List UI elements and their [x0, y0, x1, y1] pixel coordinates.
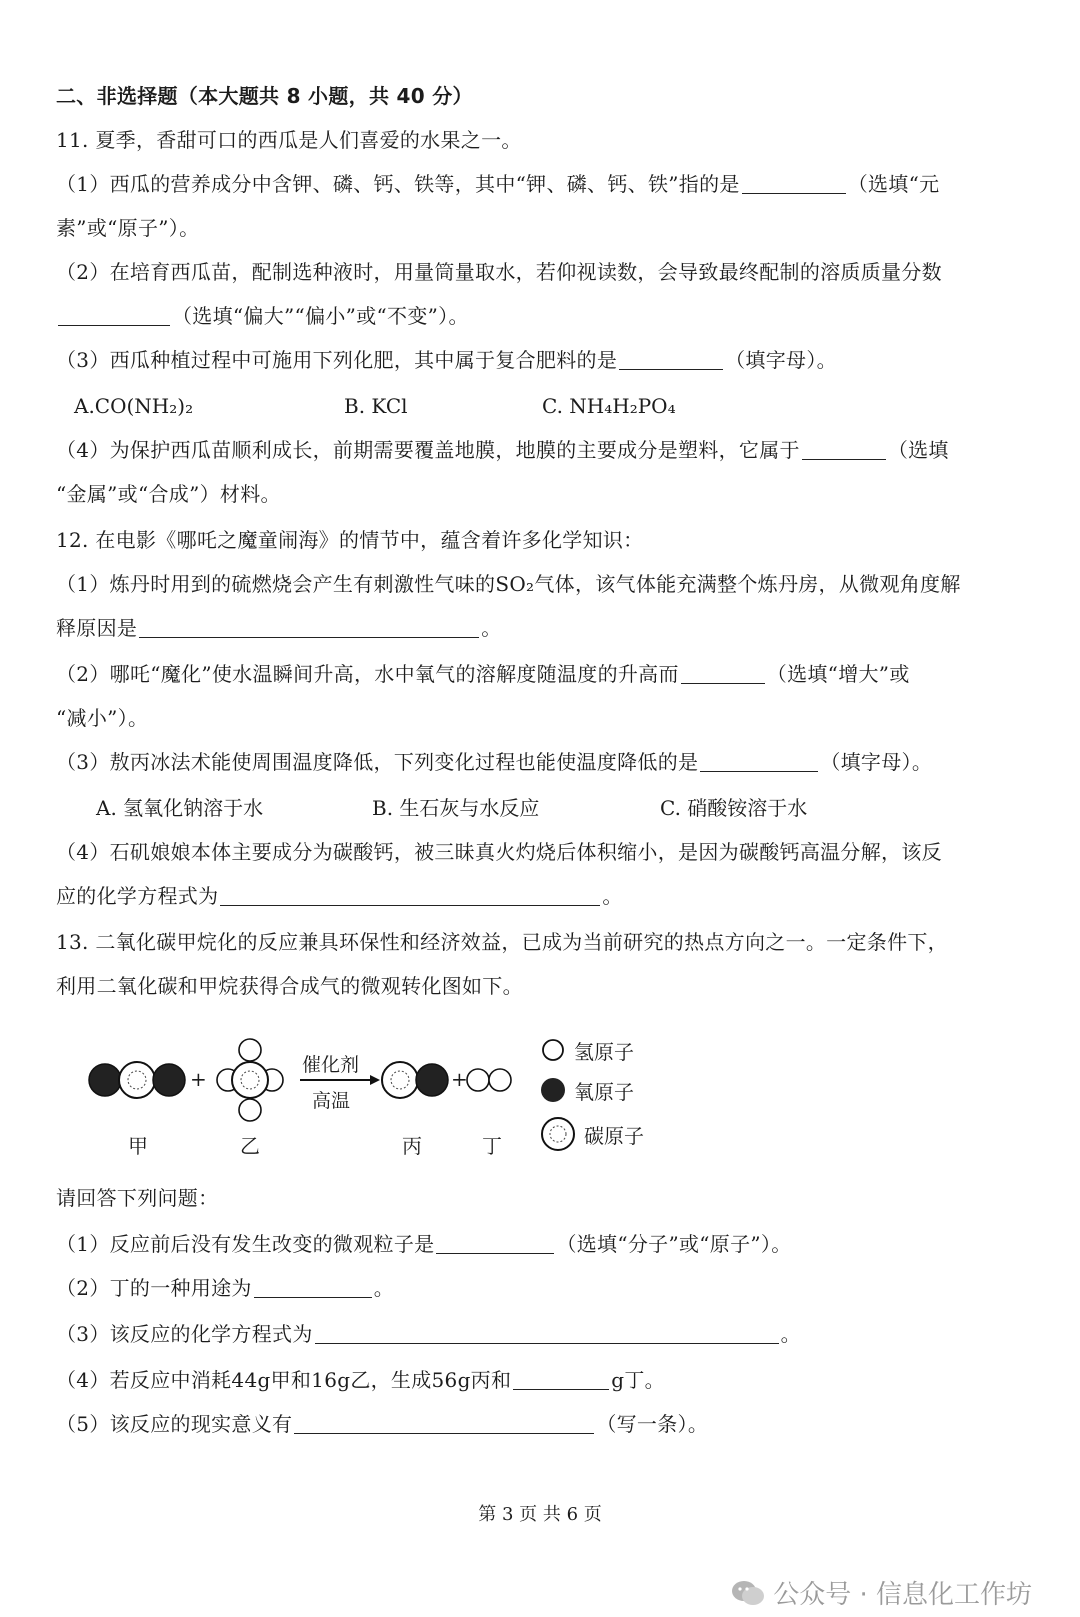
q12-part3-text: （3）敖丙冰法术能使周围温度降低，下列变化过程也能使温度降低的是 — [56, 750, 699, 774]
answer-blank[interactable] — [315, 1323, 779, 1344]
q13-stem: 13. 二氧化碳甲烷化的反应兼具环保性和经济效益，已成为当前研究的热点方向之一。一定条件下， — [56, 930, 948, 954]
q13-part2-end: 。 — [373, 1276, 395, 1300]
q12-part1: （1）炼丹时用到的硫燃烧会产生有刺激性气味的SO₂气体，该气体能充满整个炼丹房，从微观角度解 — [56, 572, 961, 596]
q12-part2-text: （2）哪吒“魔化”使水温瞬间升高，水中氧气的溶解度随温度的升高而 — [56, 662, 679, 686]
label-bing: 丙 — [402, 1134, 422, 1158]
hydrogen-atom-icon — [239, 1099, 261, 1121]
q11-part2: （2）在培育西瓜苗，配制选种液时，用量筒量取水，若仰视读数，会导致最终配制的溶质质量分数 — [56, 260, 942, 284]
q11-part4-cont: “金属”或“合成”）材料。 — [56, 482, 281, 506]
q11-part4-text: （4）为保护西瓜苗顺利成长，前期需要覆盖地膜，地膜的主要成分是塑料，它属于 — [56, 438, 800, 462]
q12-part2-cont: “减小”）。 — [56, 706, 149, 730]
legend-oxygen — [540, 1075, 634, 1105]
legend-carbon — [540, 1119, 644, 1149]
answer-blank[interactable] — [700, 751, 818, 772]
q12-part4: （4）石矶娘娘本体主要成分为碳酸钙，被三昧真火灼烧后体积缩小，是因为碳酸钙高温分解，该反 — [56, 840, 942, 864]
q12-option-b: B. 生石灰与水反应 — [372, 796, 540, 820]
q11-part2-cont — [56, 302, 469, 330]
q11-option-a: A.CO(NH₂)₂ — [74, 394, 194, 418]
q11-part3 — [56, 346, 837, 374]
q13-ask: 请回答下列问题： — [56, 1186, 219, 1210]
carbon-atom-icon — [540, 1116, 576, 1152]
q13-part4-end: g丁。 — [611, 1368, 665, 1392]
carbon-atom-icon — [119, 1062, 155, 1098]
carbon-atom-icon — [232, 1062, 268, 1098]
answer-blank[interactable] — [436, 1233, 554, 1254]
reaction-diagram-svg — [80, 1030, 540, 1140]
q11-part3-text: （3）西瓜种植过程中可施用下列化肥，其中属于复合肥料的是 — [56, 348, 618, 372]
label-ding: 丁 — [482, 1134, 502, 1158]
answer-blank[interactable] — [220, 885, 600, 906]
q12-part4-cont — [56, 882, 623, 910]
q13-part2 — [56, 1274, 394, 1302]
q11-part3-option-text: （填字母）。 — [725, 348, 837, 372]
answer-blank[interactable] — [254, 1277, 372, 1298]
q13-part5-option-text: （写一条）。 — [596, 1412, 709, 1436]
oxygen-atom-icon — [416, 1064, 448, 1096]
legend-hydrogen-label: 氢原子 — [574, 1039, 634, 1064]
q12-stem: 12. 在电影《哪吒之魔童闹海》的情节中，蕴含着许多化学知识： — [56, 528, 644, 552]
answer-blank[interactable] — [139, 617, 479, 638]
q11-option-b: B. KCl — [344, 394, 408, 418]
q12-part3-option-text: （填字母）。 — [820, 750, 933, 774]
wechat-icon — [731, 1579, 765, 1607]
q11-part4-option-text: （选填 — [887, 438, 949, 462]
q11-part1-option-text: （选填“元 — [847, 172, 940, 196]
q12-part4-text: 应的化学方程式为 — [56, 884, 219, 908]
hydrogen-atom-icon — [239, 1039, 261, 1061]
answer-blank[interactable] — [58, 305, 170, 326]
answer-blank[interactable] — [802, 439, 886, 460]
q12-part1-cont — [56, 614, 502, 642]
legend-hydrogen — [540, 1035, 634, 1065]
q11-part4 — [56, 436, 949, 464]
q12-part1-text: 释原因是 — [56, 616, 138, 640]
q13-part5 — [56, 1410, 708, 1438]
hydrogen-atom-icon — [540, 1037, 566, 1063]
oxygen-atom-icon — [89, 1064, 121, 1096]
plus-sign: + — [451, 1067, 468, 1091]
q11-part2-option-text: （选填“偏大”“偏小”或“不变”）。 — [172, 304, 469, 328]
answer-blank[interactable] — [513, 1369, 609, 1390]
hydrogen-atom-icon — [489, 1069, 511, 1091]
page-number: 第 3 页 共 6 页 — [478, 1504, 602, 1525]
q12-part1-end: 。 — [481, 616, 502, 640]
answer-blank[interactable] — [619, 349, 723, 370]
plus-sign: + — [190, 1067, 207, 1091]
q11-stem: 11. 夏季，香甜可口的西瓜是人们喜爱的水果之一。 — [56, 128, 522, 152]
label-jia: 甲 — [128, 1134, 148, 1158]
q11-option-c: C. NH₄H₂PO₄ — [542, 394, 676, 418]
q12-part2-option-text: （选填“增大”或 — [766, 662, 910, 686]
catalyst-label: 催化剂 — [302, 1054, 360, 1076]
label-yi: 乙 — [240, 1134, 260, 1158]
q13-part3-text: （3）该反应的化学方程式为 — [56, 1322, 313, 1346]
answer-blank[interactable] — [294, 1413, 594, 1434]
q13-part1-text: （1）反应前后没有发生改变的微观粒子是 — [56, 1232, 435, 1256]
legend-oxygen-label: 氧原子 — [574, 1079, 634, 1104]
oxygen-atom-icon — [540, 1077, 566, 1103]
q13-part1 — [56, 1230, 792, 1258]
carbon-atom-icon — [382, 1062, 418, 1098]
answer-blank[interactable] — [742, 173, 846, 194]
q13-part3 — [56, 1320, 801, 1348]
atom-legend — [540, 1035, 700, 1165]
q12-option-a: A. 氢氧化钠溶于水 — [96, 796, 264, 820]
section-heading: 二、非选择题（本大题共 8 小题，共 40 分） — [56, 84, 473, 108]
q11-part1-cont: 素”或“原子”）。 — [56, 216, 200, 240]
q13-part5-text: （5）该反应的现实意义有 — [56, 1412, 293, 1436]
q13-stem-cont: 利用二氧化碳和甲烷获得合成气的微观转化图如下。 — [56, 974, 523, 998]
q13-part1-option-text: （选填“分子”或“原子”）。 — [556, 1232, 792, 1256]
answer-blank[interactable] — [681, 663, 765, 684]
q13-part3-end: 。 — [780, 1322, 801, 1346]
watermark-text: 公众号 · 信息化工作坊 — [773, 1580, 1032, 1610]
q13-part2-text: （2）丁的一种用途为 — [56, 1276, 252, 1300]
oxygen-atom-icon — [153, 1064, 185, 1096]
watermark — [731, 1574, 1032, 1611]
q13-part4-text: （4）若反应中消耗44g甲和16g乙，生成56g丙和 — [56, 1368, 512, 1392]
q11-part1-text: （1）西瓜的营养成分中含钾、磷、钙、铁等，其中“钾、磷、钙、铁”指的是 — [56, 172, 740, 196]
hydrogen-atom-icon — [467, 1069, 489, 1091]
q12-part4-end: 。 — [602, 884, 623, 908]
q12-option-c: C. 硝酸铵溶于水 — [660, 796, 808, 820]
q11-part1 — [56, 170, 939, 198]
legend-carbon-label: 碳原子 — [584, 1123, 644, 1148]
q12-part3 — [56, 748, 932, 776]
q12-part2 — [56, 660, 910, 688]
arrow-head-icon — [370, 1075, 380, 1085]
q13-part4 — [56, 1366, 665, 1394]
condition-label: 高温 — [312, 1090, 351, 1112]
